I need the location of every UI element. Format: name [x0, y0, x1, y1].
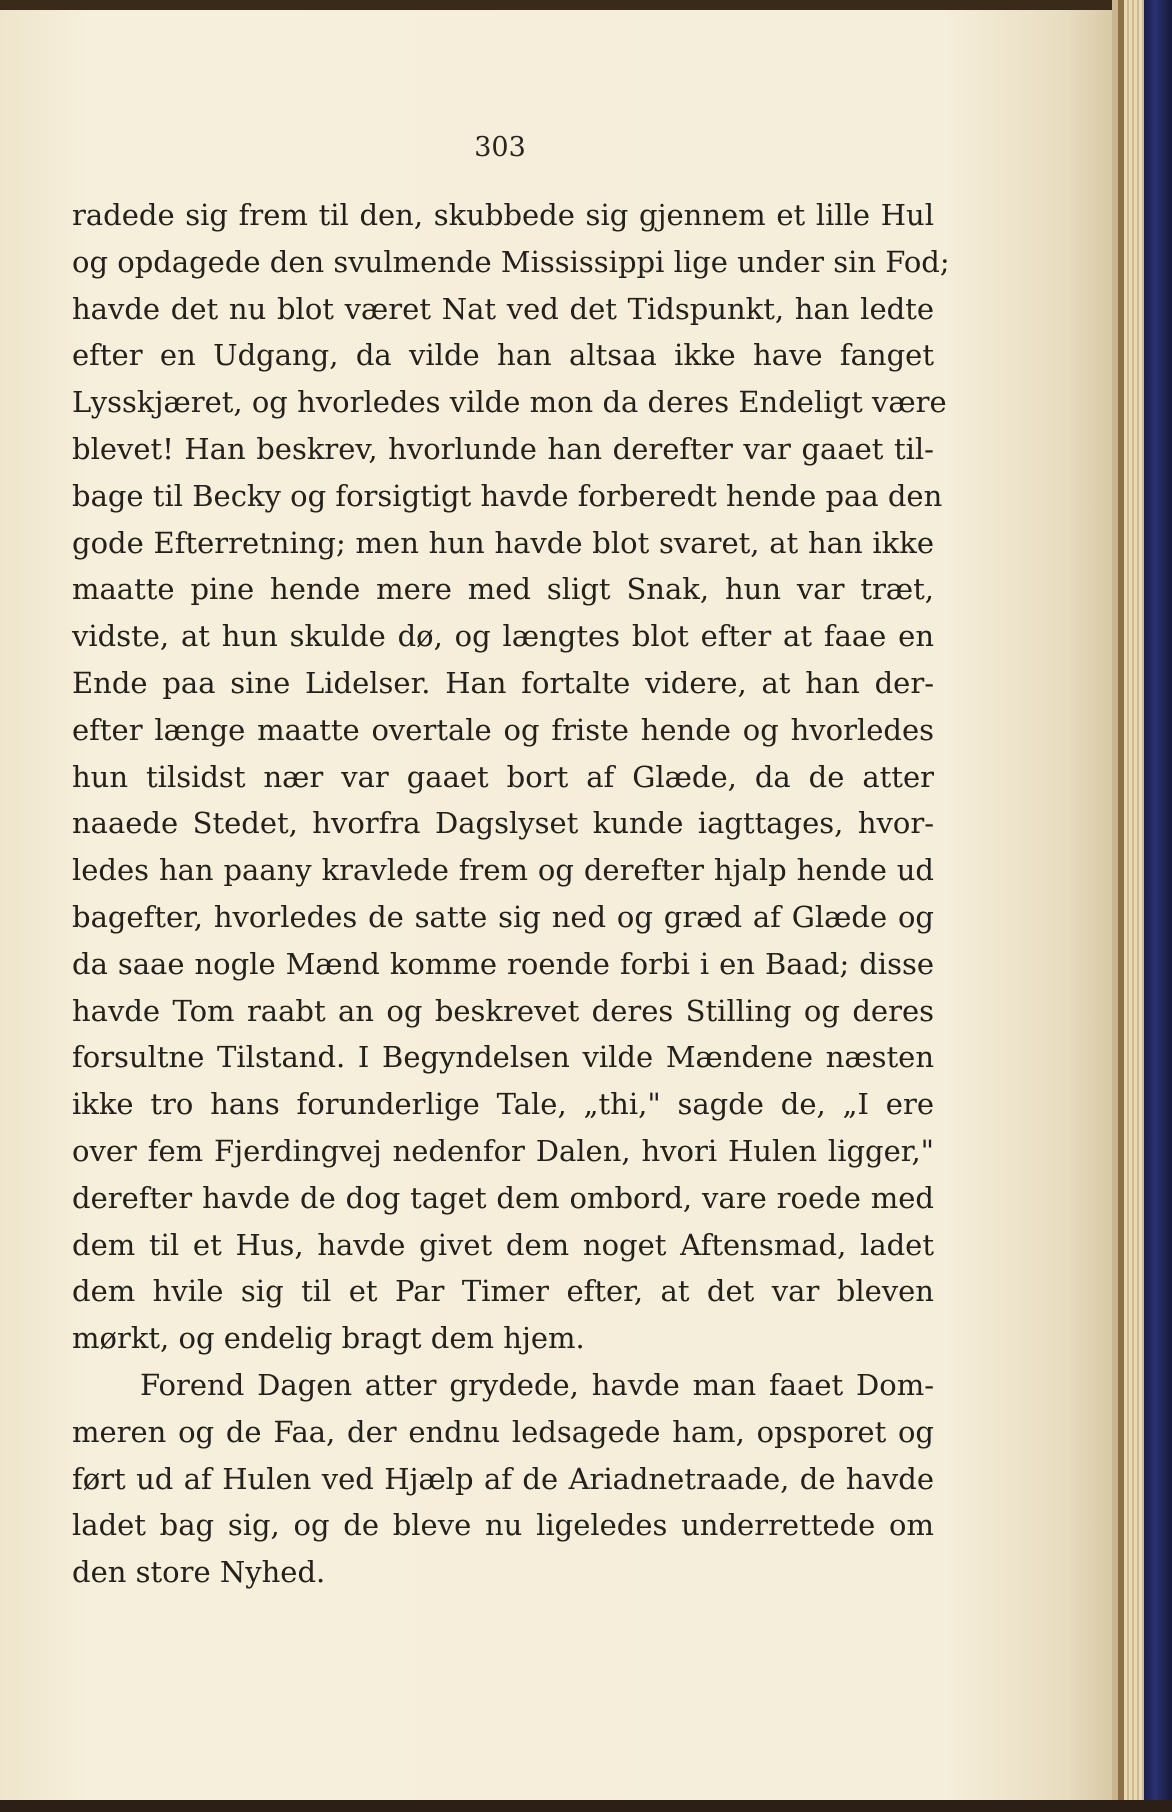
page-number: 303 [474, 132, 526, 163]
text-line: den store Nyhed. [72, 1555, 326, 1590]
text-line: ledes han paany kravlede frem og derefter hjalp hende ud [72, 853, 934, 888]
text-line: efter en Udgang, da vilde han altsaa ikke have fanget [72, 338, 934, 373]
text-line: hun tilsidst nær var gaaet bort af Glæde, da de atter [72, 759, 934, 794]
text-line: maatte pine hende mere med sligt Snak, hun var træt, [72, 572, 934, 607]
text-line: dem hvile sig til et Par Timer efter, at det var bleven [72, 1274, 934, 1309]
text-line: ladet bag sig, og de bleve nu ligeledes underrettede om [72, 1508, 934, 1543]
text-line: radede sig frem til den, skubbede sig gjennem et lille Hul [72, 198, 934, 232]
text-line: over fem Fjerdingvej nedenfor Dalen, hvori Hulen ligger," [72, 1133, 934, 1168]
body-text [72, 192, 950, 1596]
text-line: gode Efterretning; men hun havde blot svaret, at han ikke [72, 525, 934, 560]
text-line: havde Tom raabt an og beskrevet deres Stilling og deres [72, 993, 934, 1028]
text-line: blevet! Han beskrev, hvorlunde han derefter var gaaet til- [72, 431, 934, 466]
text-line: Forend Dagen atter grydede, havde man faaet Dom- [140, 1367, 934, 1402]
text-line: ført ud af Hulen ved Hjælp af de Ariadnetraade, de havde [72, 1461, 934, 1496]
scan-bottom-border [0, 1800, 1172, 1812]
text-line: Lysskjæret, og hvorledes vilde mon da deres Endeligt være [72, 385, 947, 420]
text-line: ikke tro hans forunderlige Tale, „thi," sagde de, „I ere [72, 1087, 934, 1122]
text-line: bage til Becky og forsigtigt havde forberedt hende paa den [72, 478, 943, 513]
book-page [0, 10, 1112, 1800]
text-line: vidste, at hun skulde dø, og længtes blot efter at faae en [72, 619, 934, 654]
page-stack [1124, 0, 1144, 1812]
text-line: derefter havde de dog taget dem ombord, vare roede med [72, 1180, 934, 1215]
book-cover-edge [1144, 0, 1172, 1812]
text-line: dem til et Hus, havde givet dem noget Aftensmad, ladet [72, 1227, 934, 1262]
text-line: forsultne Tilstand. I Begyndelsen vilde Mændene næsten [72, 1040, 934, 1075]
text-line: Ende paa sine Lidelser. Han fortalte videre, at han der- [72, 665, 934, 700]
text-line: efter længe maatte overtale og friste hende og hvorledes [72, 712, 934, 747]
text-line: bagefter, hvorledes de satte sig ned og græd af Glæde og [72, 899, 934, 934]
text-line: naaede Stedet, hvorfra Dagslyset kunde iagttages, hvor- [72, 806, 934, 841]
text-line: meren og de Faa, der endnu ledsagede ham, opsporet og [72, 1414, 934, 1449]
text-line: havde det nu blot været Nat ved det Tidspunkt, han ledte [72, 291, 934, 326]
text-line: og opdagede den svulmende Mississippi lige under sin Fod; [72, 244, 950, 279]
text-line: da saae nogle Mænd komme roende forbi i en Baad; disse [72, 946, 934, 981]
text-line: mørkt, og endelig bragt dem hjem. [72, 1321, 585, 1356]
